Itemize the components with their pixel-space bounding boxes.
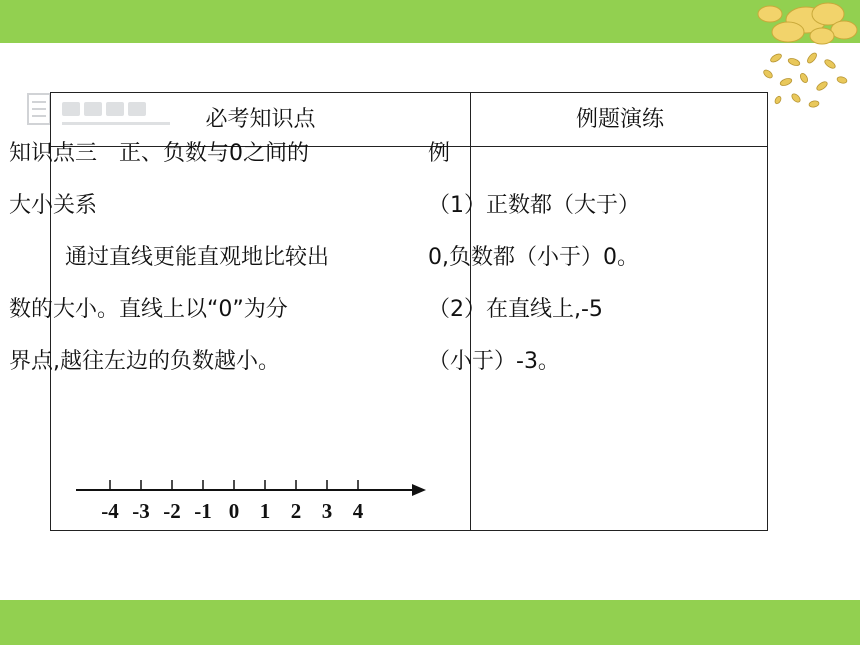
example-line: 0,负数都（小于）0。 (428, 245, 639, 270)
number-line-arrow (412, 484, 426, 496)
number-line-label: -1 (194, 499, 212, 523)
example-line: 例 (428, 141, 451, 166)
knowledge-line: 数的大小。直线上以“0”为分 (9, 297, 288, 322)
example-text (428, 128, 713, 388)
number-line-label: -3 (132, 499, 150, 523)
knowledge-line: 知识点三 正、负数与0之间的 (9, 141, 309, 166)
example-line: （小于）-3。 (428, 349, 560, 374)
number-line-label: -2 (163, 499, 181, 523)
bottom-green-band (0, 600, 860, 645)
header-knowledge-points: 必考知识点 (205, 107, 316, 132)
header-example-practice: 例题演练 (575, 107, 664, 132)
knowledge-line: 大小关系 (9, 193, 98, 218)
number-line-label: -4 (101, 499, 119, 523)
number-line-label: 2 (290, 499, 302, 523)
number-line (70, 470, 430, 530)
top-green-band (0, 0, 860, 43)
number-line-label: 3 (321, 499, 333, 523)
number-line-label: 4 (352, 499, 364, 523)
knowledge-line: 通过直线更能直观地比较出 (65, 245, 330, 270)
example-line: （2）在直线上,-5 (428, 297, 603, 322)
knowledge-point-text (9, 128, 409, 388)
example-line: （1）正数都（大于） (428, 193, 640, 218)
number-line-label: 0 (228, 499, 240, 523)
number-line-label: 1 (259, 499, 271, 523)
knowledge-line: 界点,越往左边的负数越小。 (9, 349, 280, 374)
